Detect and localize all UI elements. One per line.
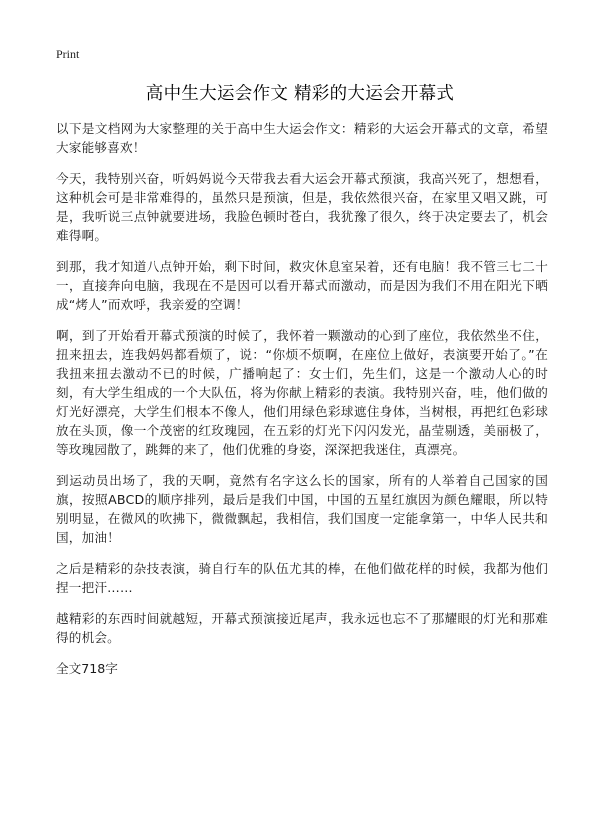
paragraph-conclusion: 越精彩的东西时间就越短，开幕式预演接近尾声，我永远也忘不了那耀眼的灯光和那难得的机会。 bbox=[56, 611, 548, 645]
page-title: 高中生大运会作文 精彩的大运会开幕式 bbox=[145, 84, 455, 104]
article-body bbox=[56, 119, 548, 678]
word-count: 全文718字 bbox=[56, 661, 118, 676]
paragraph-preview-show: 啊，到了开始看开幕式预演的时候了，我怀着一颗激动的心到了座位，我依然坐不住，扭来扭去，连我妈妈都看烦了，说：“你烦不烦啊，在座位上做好，表演要开始了。”在我扭来扭去激动不已的时候，广播响起了：女士们，先生们，这是一个激动人心的时刻，有大学生组成的一个大队伍，将为你献上精彩的表演。我特别兴奋，哇，他们做的灯光好漂亮，大学生们根本不像人，他们用绿色彩球遮住身体，当树根，再把红色彩球放在头顶，像一个茂密的红玫瑰园，在五彩的灯光下闪闪发光，晶莹剔透，美丽极了，等玫瑰园散了，跳舞的来了，他们优雅的身姿，深深把我迷住，真漂亮。 bbox=[56, 328, 548, 457]
paragraph-athletes-parade: 到运动员出场了，我的天啊，竟然有名字这么长的国家，所有的人举着自己国家的国旗，按照ABCD的顺序排列，最后是我们中国，中国的五星红旗因为颜色耀眼，所以特别明显，在微风的吹拂下，微微飘起，我相信，我们国度一定能拿第一，中华人民共和国，加油！ bbox=[56, 473, 548, 545]
paragraph-computer: 到那，我才知道八点钟开始，剩下时间，救灾休息室呆着，还有电脑！我不管三七二十一，直接奔向电脑，我现在不是因可以看开幕式而激动，而是因为我们不用在阳光下晒成“烤人”而欢呼，我亲爱的空调！ bbox=[56, 259, 548, 312]
paragraph-excitement: 今天，我特别兴奋，听妈妈说今天带我去看大运会开幕式预演，我高兴死了，想想看，这种机会可是非常难得的，虽然只是预演，但是，我依然很兴奋，在家里又唱又跳，可是，我听说三点钟就要进场，我脸色顿时苍白，我犹豫了很久，终于决定要去了，机会难得啊。 bbox=[56, 171, 548, 243]
intro-paragraph: 以下是文档网为大家整理的关于高中生大运会作文：精彩的大运会开幕式的文章，希望大家能够喜欢！ bbox=[56, 121, 548, 155]
paragraph-acrobatics: 之后是精彩的杂技表演，骑自行车的队伍尤其的棒，在他们做花样的时候，我都为他们捏一把汗…… bbox=[56, 561, 548, 595]
print-link[interactable]: Print bbox=[56, 47, 80, 61]
